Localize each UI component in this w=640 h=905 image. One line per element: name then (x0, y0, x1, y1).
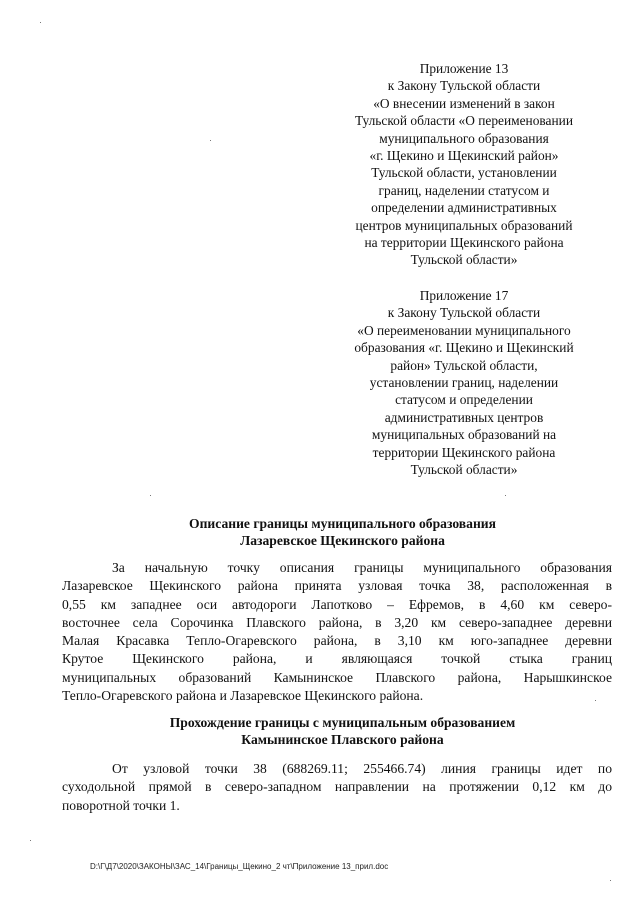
section-2-title-line: Прохождение границы с муниципальным образованием (169, 715, 516, 730)
appendix-13-line: Тульской области «О переименовании (355, 113, 573, 129)
appendix-13-line: к Закону Тульской области (387, 78, 541, 94)
appendix-13-line: Тульской области» (410, 252, 518, 268)
appendix-17-line: «О переименовании муниципального (357, 322, 571, 338)
section-2-paragraph (62, 760, 612, 815)
paragraph-line: От узловой точки 38 (688269.11; 255466.74) линия границы идет по (112, 761, 612, 776)
appendix-17-line: Тульской области» (410, 462, 518, 478)
section-2-title-line: Камынинское Плавского района (241, 732, 444, 748)
scan-speck (40, 22, 41, 23)
appendix-17-line: установлении границ, наделении (369, 375, 559, 391)
section-1-title-line: Описание границы муниципального образования (189, 516, 496, 531)
appendix-17-line: район» Тульской области, (390, 357, 538, 373)
appendix-17-line: статусом и определении (395, 392, 533, 408)
appendix-17-line: муниципальных образований на (371, 427, 557, 443)
paragraph-line: За начальную точку описания границы муниципального образования (112, 560, 612, 575)
section-1-title (60, 515, 625, 550)
paragraph-line: 0,55 км западнее оси автодороги Лапотково – Ефремов, в 4,60 км северо- (62, 596, 612, 612)
appendix-13-header (330, 60, 598, 269)
appendix-17-line: образования «г. Щекино и Щекинский (354, 340, 574, 356)
appendix-13-line: муниципального образования (379, 130, 549, 146)
scan-speck (505, 495, 506, 496)
section-1-title-line: Лазаревское Щекинского района (240, 533, 445, 549)
paragraph-line: Малая Красавка Тепло-Огаревского района, в 3,10 км юго-западнее деревни (62, 633, 612, 649)
appendix-13-line: границ, наделении статусом и (378, 182, 550, 198)
paragraph-line: муниципальных образований Камынинское Плавского района, Нарышкинское (62, 669, 612, 685)
scan-speck (30, 840, 31, 841)
appendix-13-line: «О внесении изменений в закон (373, 95, 555, 111)
file-path-footer: D:\Г\Д7\2020\ЗАКОНЫ\ЗАС_14\Границы_Щекино_2 чт\Приложение 13_прил.doc (90, 862, 389, 871)
appendix-17-line: территории Щекинского района (372, 444, 556, 460)
paragraph-line: поворотной точки 1. (62, 797, 180, 813)
appendix-13-line: на территории Щекинского района (364, 235, 564, 251)
section-2-title (60, 714, 625, 749)
appendix-13-line: центров муниципальных образований (355, 217, 573, 233)
scan-speck (150, 495, 151, 496)
paragraph-line: Тепло-Огаревского района и Лазаревское Щекинского района. (62, 688, 424, 704)
paragraph-line: восточнее села Сорочинка Плавского района, в 3,20 км северо-западнее деревни (62, 614, 612, 630)
appendix-17-line: административных центров (384, 409, 544, 425)
appendix-13-line: определении административных (371, 200, 557, 216)
scan-speck (595, 700, 596, 701)
appendix-13-line: Тульской области, установлении (371, 165, 557, 181)
appendix-13-line: Приложение 13 (419, 61, 509, 76)
paragraph-line: Крутое Щекинского района, и являющаяся точкой стыка границ (62, 651, 612, 667)
appendix-17-line: к Закону Тульской области (387, 305, 541, 321)
section-1-paragraph (62, 559, 612, 705)
appendix-13-line: «г. Щекино и Щекинский район» (369, 148, 559, 164)
paragraph-line: суходольной прямой в северо-западном направлении на протяжении 0,12 км до (62, 779, 612, 795)
scan-speck (610, 880, 611, 881)
paragraph-line: Лазаревское Щекинского района принята узловая точка 38, расположенная в (62, 578, 612, 594)
appendix-17-line: Приложение 17 (419, 288, 509, 303)
appendix-17-header (330, 287, 598, 478)
scan-speck (210, 140, 211, 141)
